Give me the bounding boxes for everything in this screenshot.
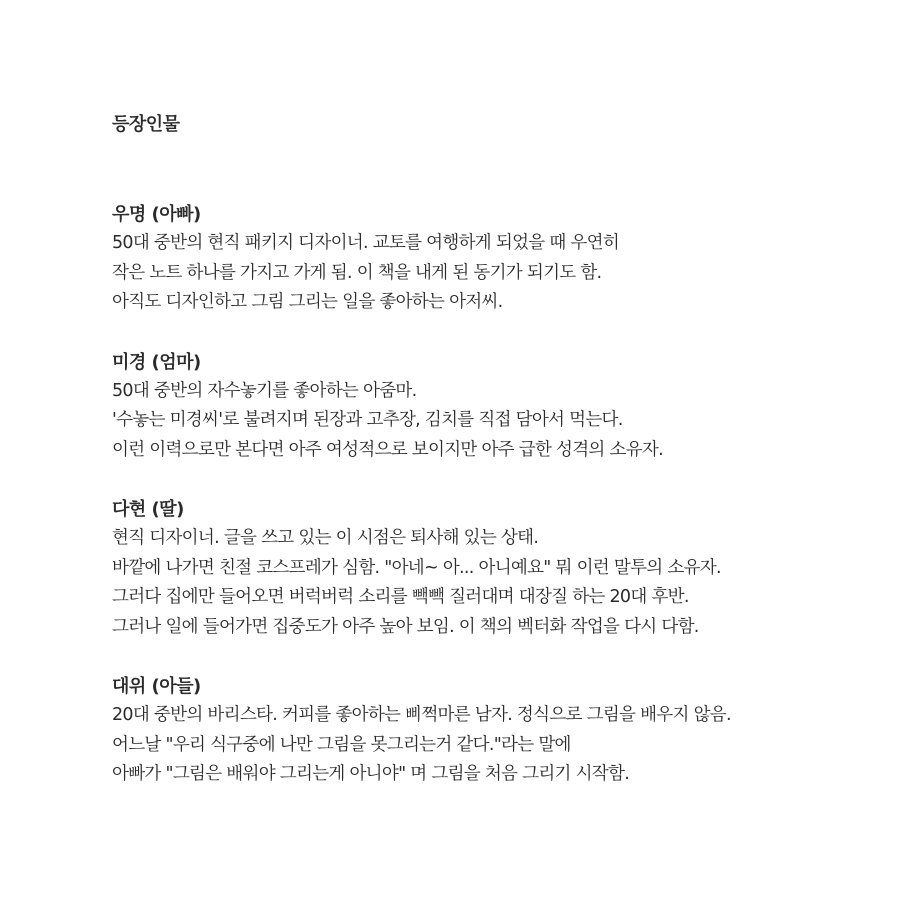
character-section-son <box>112 672 872 790</box>
page-title: 등장인물 <box>112 114 180 135</box>
character-description-line: 50대 중반의 현직 패키지 디자이너. 교토를 여행하게 되었을 때 우연히 <box>112 233 620 253</box>
character-description-line: 이런 이력으로만 본다면 아주 여성적으로 보이지만 아주 급한 성격의 소유자. <box>112 439 663 460</box>
character-section-daughter <box>112 495 872 642</box>
character-description-line: 그러다 집에만 들어오면 버럭버럭 소리를 빽빽 질러대며 대장질 하는 20대 후반. <box>112 587 689 607</box>
character-description-line: 그러나 일에 들어가면 집중도가 아주 높아 보임. 이 책의 벡터화 작업을 다시 다함. <box>112 616 699 637</box>
character-description-line: 작은 노트 하나를 가지고 가게 됨. 이 책을 내게 된 동기가 되기도 함. <box>112 262 602 283</box>
character-name: 대위 (아들) <box>112 676 201 697</box>
character-name: 우명 (아빠) <box>112 204 201 225</box>
character-section-mother <box>112 348 872 466</box>
character-name: 다현 (딸) <box>112 499 184 520</box>
character-list <box>112 200 872 790</box>
character-name: 미경 (엄마) <box>112 351 201 373</box>
character-description-line: 50대 중반의 자수놓기를 좋아하는 아줌마. <box>112 380 417 401</box>
character-description-line: '수놓는 미경씨'로 불려지며 된장과 고추장, 김치를 직접 담아서 먹는다. <box>112 410 623 430</box>
character-description-line: 아빠가 "그림은 배워야 그리는게 아니야" 며 그림을 처음 그리기 시작함. <box>112 764 630 784</box>
character-description-line: 바깥에 나가면 친절 코스프레가 심함. "아네~ 아... 아니예요" 뭐 이런 말투의 소유자. <box>112 557 721 578</box>
character-description-line: 아직도 디자인하고 그림 그리는 일을 좋아하는 아저씨. <box>112 292 503 312</box>
character-introduction-page <box>112 112 872 820</box>
character-description-line: 현직 디자이너. 글을 쓰고 있는 이 시점은 퇴사해 있는 상태. <box>112 528 539 548</box>
character-description-line: 어느날 "우리 식구중에 나만 그림을 못그리는거 같다."라는 말에 <box>112 734 571 755</box>
character-section-father <box>112 200 872 318</box>
character-description-line: 20대 중반의 바리스타. 커피를 좋아하는 삐쩍마른 남자. 정식으로 그림을 배우지 않음. <box>112 705 731 725</box>
